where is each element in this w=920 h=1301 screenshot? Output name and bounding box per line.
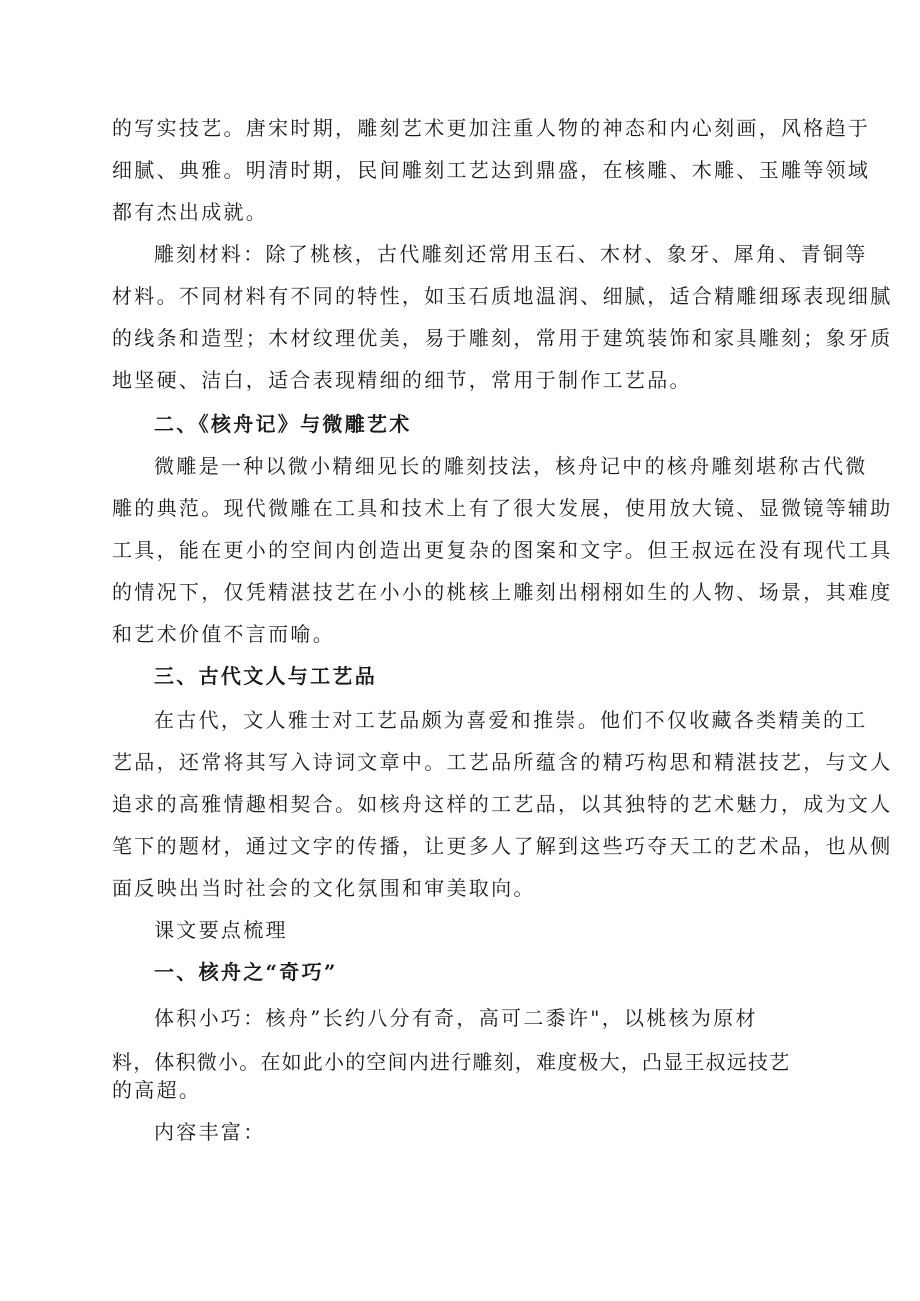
section-heading: 三、古代文人与工艺品	[154, 664, 377, 688]
text-line: 材料。不同材料有不同的特性，如玉石质地温润、细腻，适合精雕细琢表现细腻	[112, 284, 893, 308]
text-line: 都有杰出成就。	[112, 200, 269, 224]
text-line: 细腻、典雅。明清时期，民间雕刻工艺达到鼎盛，在核雕、木雕、玉雕等领域	[112, 158, 871, 182]
section-heading: 一、核舟之“奇巧”	[154, 960, 338, 984]
text-line: 的线条和造型；木材纹理优美，易于雕刻，常用于建筑装饰和家具雕刻；象牙质	[112, 326, 893, 350]
section-label: 课文要点梳理	[154, 918, 288, 942]
text-line: 雕刻材料：除了桃核，古代雕刻还常用玉石、木材、象牙、犀角、青铜等	[154, 242, 868, 266]
text-line: 工具，能在更小的空间内创造出更复杂的图案和文字。但王叔远在没有现代工具	[112, 538, 893, 562]
text-line: 艺品，还常将其写入诗词文章中。工艺品所蕴含的精巧构思和精湛技艺，与文人	[112, 750, 893, 774]
text-line: 面反映出当时社会的文化氛围和审美取向。	[112, 876, 536, 900]
text-line: 雕的典范。现代微雕在工具和技术上有了很大发展，使用放大镜、显微镜等辅助	[112, 496, 893, 520]
text-line: 笔下的题材，通过文字的传播，让更多人了解到这些巧夺天工的艺术品，也从侧	[112, 834, 893, 858]
text-line: 体积小巧：核舟”长约八分有奇，高可二黍许"，以桃核为原材	[154, 1006, 758, 1030]
text-line: 地坚硬、洁白，适合表现精细的细节，常用于制作工艺品。	[112, 368, 692, 392]
text-line: 和艺术价值不言而喻。	[112, 622, 335, 646]
text-line: 的高超。	[112, 1078, 202, 1102]
section-label: 内容丰富：	[154, 1120, 266, 1144]
text-line: 在古代，文人雅士对工艺品颇为喜爱和推崇。他们不仅收藏各类精美的工	[154, 708, 868, 732]
text-line: 的情况下，仅凭精湛技艺在小小的桃核上雕刻出栩栩如生的人物、场景，其难度	[112, 580, 893, 604]
text-line: 追求的高雅情趣相契合。如核舟这样的工艺品，以其独特的艺术魅力，成为文人	[112, 792, 893, 816]
text-line: 料，体积微小。在如此小的空间内进行雕刻，难度极大，凸显王叔远技艺	[112, 1050, 791, 1074]
section-heading: 二、《核舟记》与微雕艺术	[154, 412, 412, 436]
text-line: 的写实技艺。唐宋时期，雕刻艺术更加注重人物的神态和内心刻画，风格趋于	[112, 116, 871, 140]
text-line: 微雕是一种以微小精细见长的雕刻技法，核舟记中的核舟雕刻堪称古代微	[154, 454, 868, 478]
